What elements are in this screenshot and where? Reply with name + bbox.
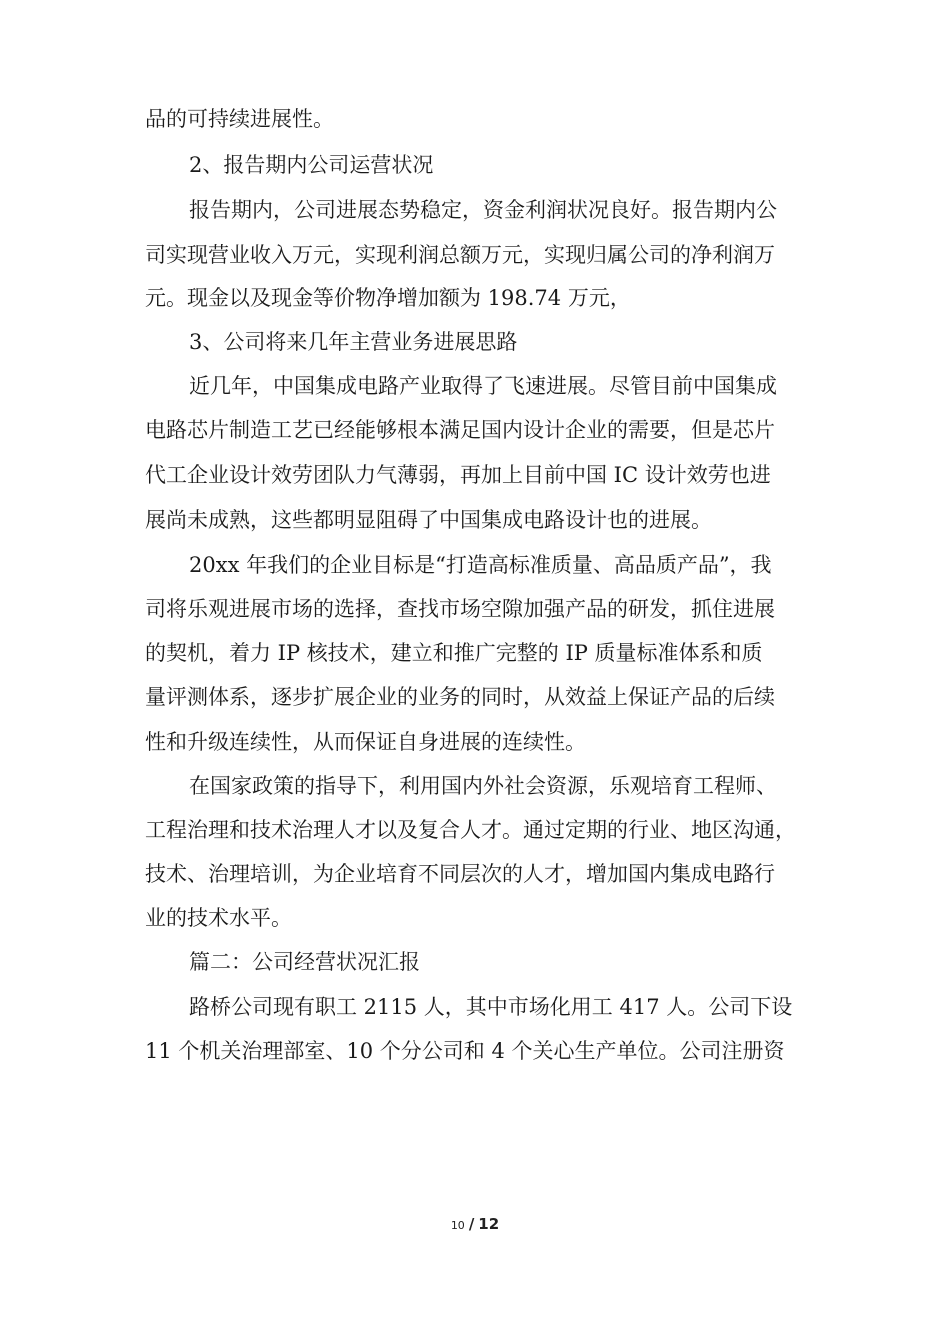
page-number bbox=[0, 1214, 950, 1233]
text-line: 在国家政策的指导下，利用国内外社会资源，乐观培育工程师、 bbox=[189, 774, 777, 798]
text-line: 展尚未成熟，这些都明显阻碍了中国集成电路设计也的进展。 bbox=[145, 508, 712, 532]
text-line: 电路芯片制造工艺已经能够根本满足国内设计企业的需要，但是芯片 bbox=[145, 418, 775, 442]
text-line: 品的可持续进展性。 bbox=[145, 107, 334, 131]
text-line: 司将乐观进展市场的选择，查找市场空隙加强产品的研发，抓住进展 bbox=[145, 597, 775, 621]
text-line: 工程治理和技术治理人才以及复合人才。通过定期的行业、地区沟通， bbox=[145, 818, 796, 842]
text-line: 量评测体系，逐步扩展企业的业务的同时，从效益上保证产品的后续 bbox=[145, 685, 775, 709]
total-pages-number: 12 bbox=[478, 1215, 500, 1233]
section-heading: 3、公司将来几年主营业务进展思路 bbox=[189, 330, 518, 354]
text-line: 近几年，中国集成电路产业取得了飞速进展。尽管目前中国集成 bbox=[189, 374, 777, 398]
text-line: 司实现营业收入万元，实现利润总额万元，实现归属公司的净利润万 bbox=[145, 243, 775, 267]
text-line: 20xx 年我们的企业目标是“打造高标准质量、高品质产品”，我 bbox=[189, 553, 772, 577]
text-line: 报告期内，公司进展态势稳定，资金利润状况良好。报告期内公 bbox=[189, 198, 777, 222]
text-line: 11 个机关治理部室、10 个分公司和 4 个关心生产单位。公司注册资 bbox=[145, 1039, 785, 1063]
page-separator: / bbox=[468, 1215, 475, 1233]
text-line: 路桥公司现有职工 2115 人，其中市场化用工 417 人。公司下设 bbox=[189, 995, 793, 1019]
text-line: 业的技术水平。 bbox=[145, 906, 292, 930]
text-line: 性和升级连续性，从而保证自身进展的连续性。 bbox=[145, 730, 586, 754]
section-heading: 篇二：公司经营状况汇报 bbox=[189, 950, 420, 974]
text-line: 元。现金以及现金等价物净增加额为 198.74 万元， bbox=[145, 286, 631, 310]
text-line: 技术、治理培训，为企业培育不同层次的人才，增加国内集成电路行 bbox=[145, 862, 775, 886]
text-line: 的契机，着力 IP 核技术，建立和推广完整的 IP 质量标准体系和质 bbox=[145, 641, 763, 665]
section-heading: 2、报告期内公司运营状况 bbox=[189, 153, 434, 177]
text-line: 代工企业设计效劳团队力气薄弱，再加上目前中国 IC 设计效劳也进 bbox=[145, 463, 771, 487]
current-page-number: 10 bbox=[450, 1219, 465, 1232]
